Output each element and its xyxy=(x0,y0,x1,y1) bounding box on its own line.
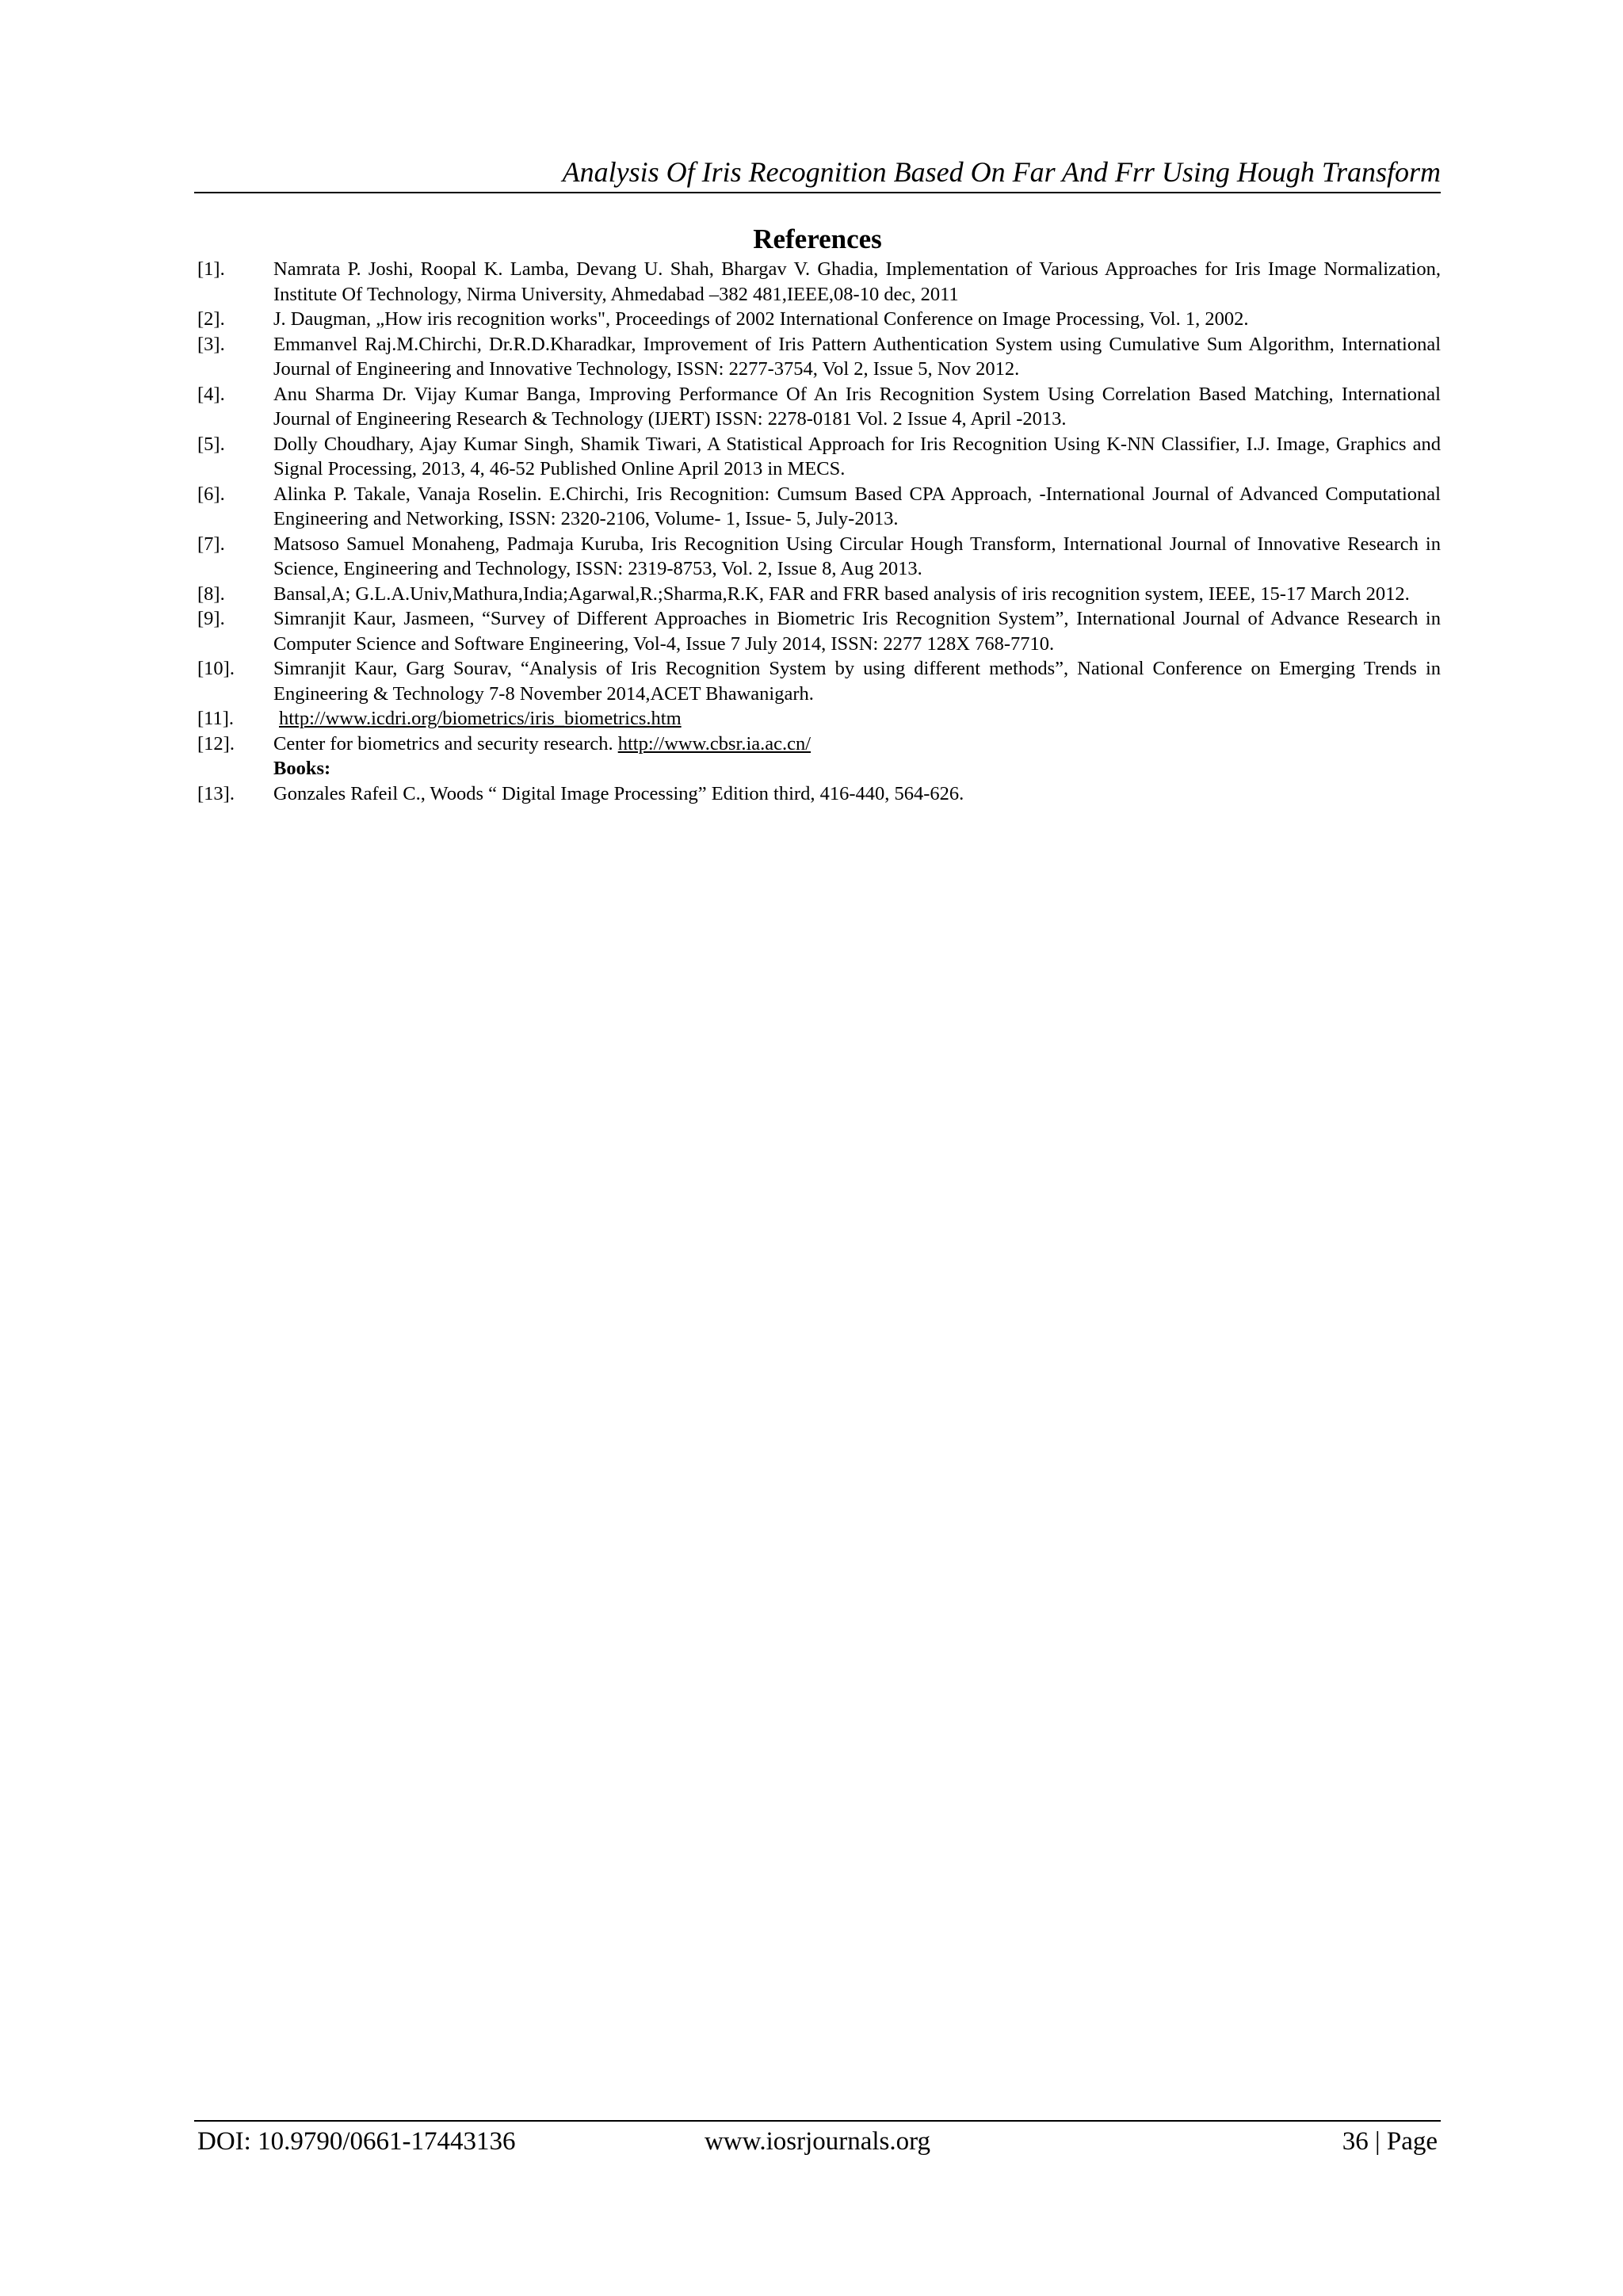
reference-text: Anu Sharma Dr. Vijay Kumar Banga, Improving Performance Of An Iris Recognition System Using Correlation Based Matching, International Journal of Engineering Research & Technology (IJERT) ISSN: 2278-0181 Vol. 2 Issue 4, April -2013. xyxy=(273,383,1441,430)
running-title: Analysis Of Iris Recognition Based On Far And Frr Using Hough Transform xyxy=(562,156,1441,188)
reference-number: [8]. xyxy=(197,583,225,605)
reference-item-6 xyxy=(197,482,1441,532)
reference-item-11 xyxy=(197,706,1441,732)
reference-item-9 xyxy=(197,606,1441,656)
reference-text: Gonzales Rafeil C., Woods “ Digital Image Processing” Edition third, 416-440, 564-626. xyxy=(273,782,964,804)
reference-number: [3]. xyxy=(197,333,225,355)
reference-text: J. Daugman, „How iris recognition works", Proceedings of 2002 International Conference on Image Processing, Vol. 1, 2002. xyxy=(273,308,1249,330)
references-heading: References xyxy=(753,223,882,254)
reference-text: Namrata P. Joshi, Roopal K. Lamba, Devang U. Shah, Bhargav V. Ghadia, Implementation of Various Approaches for Iris Image Normalization, Institute Of Technology, Nirma University, Ahmedabad –382 481,IEEE,08-10 dec, 2011 xyxy=(273,258,1441,305)
reference-number: [7]. xyxy=(197,533,225,555)
reference-text: Bansal,A; G.L.A.Univ,Mathura,India;Agarwal,R.;Sharma,R.K, FAR and FRR based analysis of iris recognition system, IEEE, 15-17 March 2012. xyxy=(273,583,1410,605)
reference-text: Matsoso Samuel Monaheng, Padmaja Kuruba, Iris Recognition Using Circular Hough Transform, International Journal of Innovative Research in Science, Engineering and Technology, ISSN: 2319-8753, Vol. 2, Issue 8, Aug 2013. xyxy=(273,533,1441,579)
page-footer xyxy=(194,2124,1441,2159)
reference-item-12 xyxy=(197,732,1441,757)
reference-number: [13]. xyxy=(197,782,235,804)
header-rule xyxy=(194,192,1441,193)
reference-text xyxy=(273,732,1441,757)
reference-number: [12]. xyxy=(197,732,235,755)
reference-text: Alinka P. Takale, Vanaja Roselin. E.Chirchi, Iris Recognition: Cumsum Based CPA Approach, -International Journal of Advanced Computational Engineering and Networking, ISSN: 2320-2106, Volume- 1, Issue- 5, July-2013. xyxy=(273,483,1441,529)
reference-number: [5]. xyxy=(197,433,225,455)
reference-text: Simranjit Kaur, Jasmeen, “Survey of Different Approaches in Biometric Iris Recognition System”, International Journal of Advance Research in Computer Science and Software Engineering, Vol-4, Issue 7 July 2014, ISSN: 2277 128X 768-7710. xyxy=(273,608,1441,655)
reference-number: [6]. xyxy=(197,483,225,505)
reference-item-2 xyxy=(197,307,1441,332)
reference-number: [4]. xyxy=(197,383,225,405)
footer-doi: DOI: 10.9790/0661-17443136 xyxy=(197,2127,516,2156)
reference-number: [11]. xyxy=(197,708,235,729)
cbsr-link[interactable]: http://www.cbsr.ia.ac.cn/ xyxy=(617,732,812,755)
footer-rule xyxy=(194,2120,1441,2122)
footer-page-number: 36 | Page xyxy=(1342,2127,1438,2156)
reference-text: Simranjit Kaur, Garg Sourav, “Analysis of Iris Recognition System by using different methods”, National Conference on Emerging Trends in Engineering & Technology 7-8 November 2014,ACET Bhawanigarh. xyxy=(273,658,1441,705)
books-subheading: Books: xyxy=(273,758,331,779)
reference-item-1 xyxy=(197,257,1441,307)
books-subheading-row xyxy=(197,756,1441,781)
footer-website: www.iosrjournals.org xyxy=(704,2127,931,2156)
reference-text xyxy=(273,706,1441,732)
reference-item-13 xyxy=(197,781,1441,807)
reference-list xyxy=(197,257,1441,806)
reference-text: Emmanvel Raj.M.Chirchi, Dr.R.D.Kharadkar, Improvement of Iris Pattern Authentication System using Cumulative Sum Algorithm, International Journal of Engineering and Innovative Technology, ISSN: 2277-3754, Vol 2, Issue 5, Nov 2012. xyxy=(273,333,1441,380)
reference-number: [2]. xyxy=(197,308,225,330)
reference-item-7 xyxy=(197,532,1441,582)
reference-item-10 xyxy=(197,656,1441,706)
reference-number: [10]. xyxy=(197,658,235,679)
reference-item-3 xyxy=(197,332,1441,382)
reference-text-prefix: Center for biometrics and security research. xyxy=(273,732,613,755)
iris-biometrics-link[interactable]: http://www.icdri.org/biometrics/iris_biometrics.htm xyxy=(279,708,682,729)
reference-number: [1]. xyxy=(197,258,225,280)
reference-item-5 xyxy=(197,432,1441,482)
reference-item-4 xyxy=(197,382,1441,432)
reference-item-8 xyxy=(197,582,1441,607)
reference-text: Dolly Choudhary, Ajay Kumar Singh, Shamik Tiwari, A Statistical Approach for Iris Recognition Using K-NN Classifier, I.J. Image, Graphics and Signal Processing, 2013, 4, 46-52 Published Online April 2013 in MECS. xyxy=(273,433,1441,479)
reference-number: [9]. xyxy=(197,608,225,629)
